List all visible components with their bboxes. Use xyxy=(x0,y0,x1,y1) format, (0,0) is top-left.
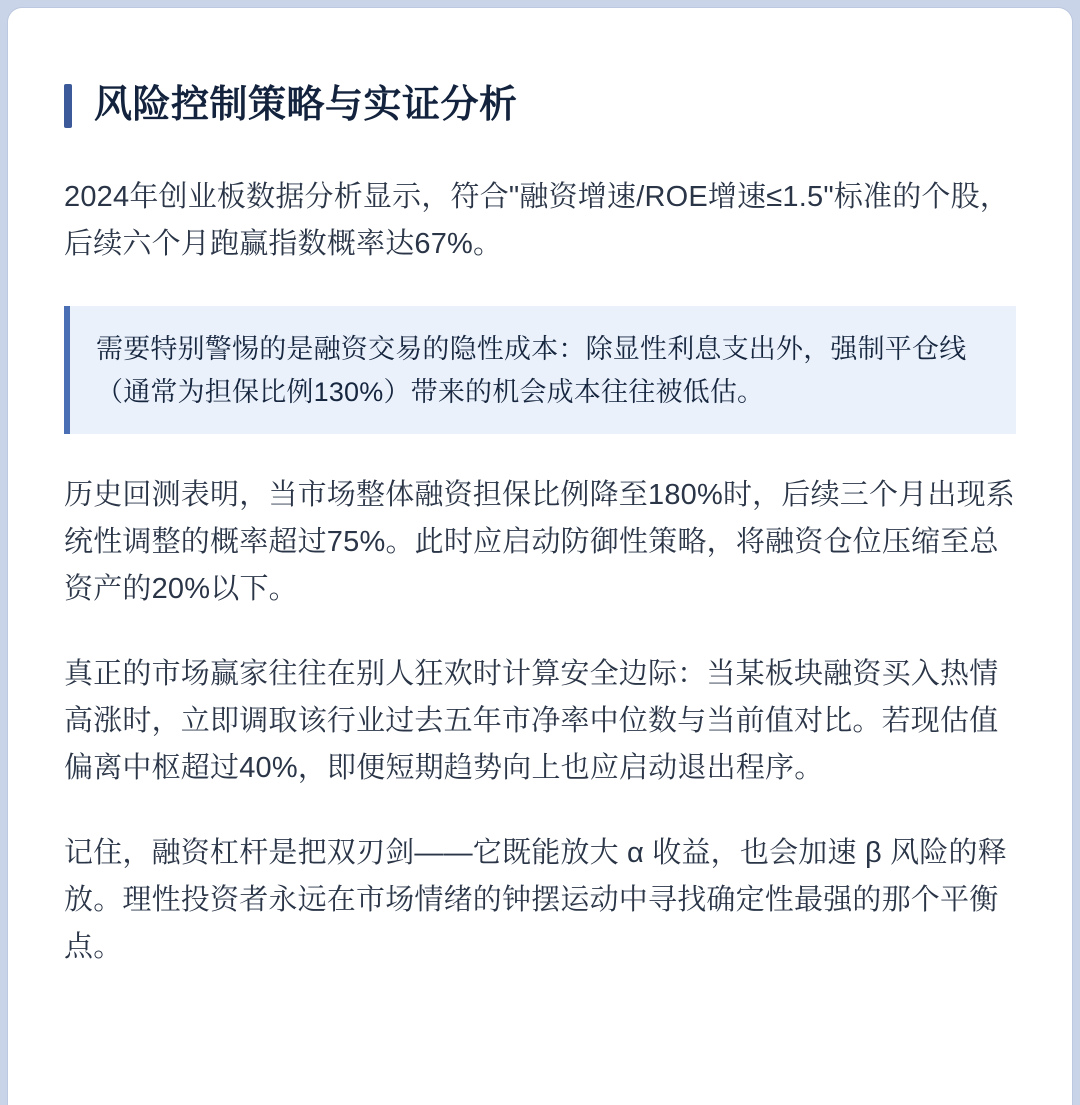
callout-text: 需要特别警惕的是融资交易的隐性成本：除显性利息支出外，强制平仓线（通常为担保比例130%）带来的机会成本往往被低估。 xyxy=(96,333,967,408)
title-accent-bar xyxy=(64,84,72,128)
document-content xyxy=(8,8,1072,971)
paragraph-4: 记住，融资杠杆是把双刃剑——它既能放大 α 收益，也会加速 β 风险的释放。理性投资者永远在市场情绪的钟摆运动中寻找确定性最强的那个平衡点。 xyxy=(64,837,1007,964)
paragraph-1: 2024年创业板数据分析显示，符合"融资增速/ROE增速≤1.5"标准的个股，后续六个月跑赢指数概率达67%。 xyxy=(64,181,1010,260)
paragraph-3: 真正的市场赢家往往在别人狂欢时计算安全边际：当某板块融资买入热情高涨时，立即调取该行业过去五年市净率中位数与当前值对比。若现估值偏离中枢超过40%，即便短期趋势向上也应启动退出程序。 xyxy=(64,658,999,785)
paragraph-2: 历史回测表明，当市场整体融资担保比例降至180%时，后续三个月出现系统性调整的概率超过75%。此时应启动防御性策略，将融资仓位压缩至总资产的20%以下。 xyxy=(64,479,1015,606)
page-title-text: 风险控制策略与实证分析 xyxy=(94,84,518,127)
page-title xyxy=(64,84,1016,128)
document-page xyxy=(8,8,1072,1105)
callout-box xyxy=(64,306,1016,434)
